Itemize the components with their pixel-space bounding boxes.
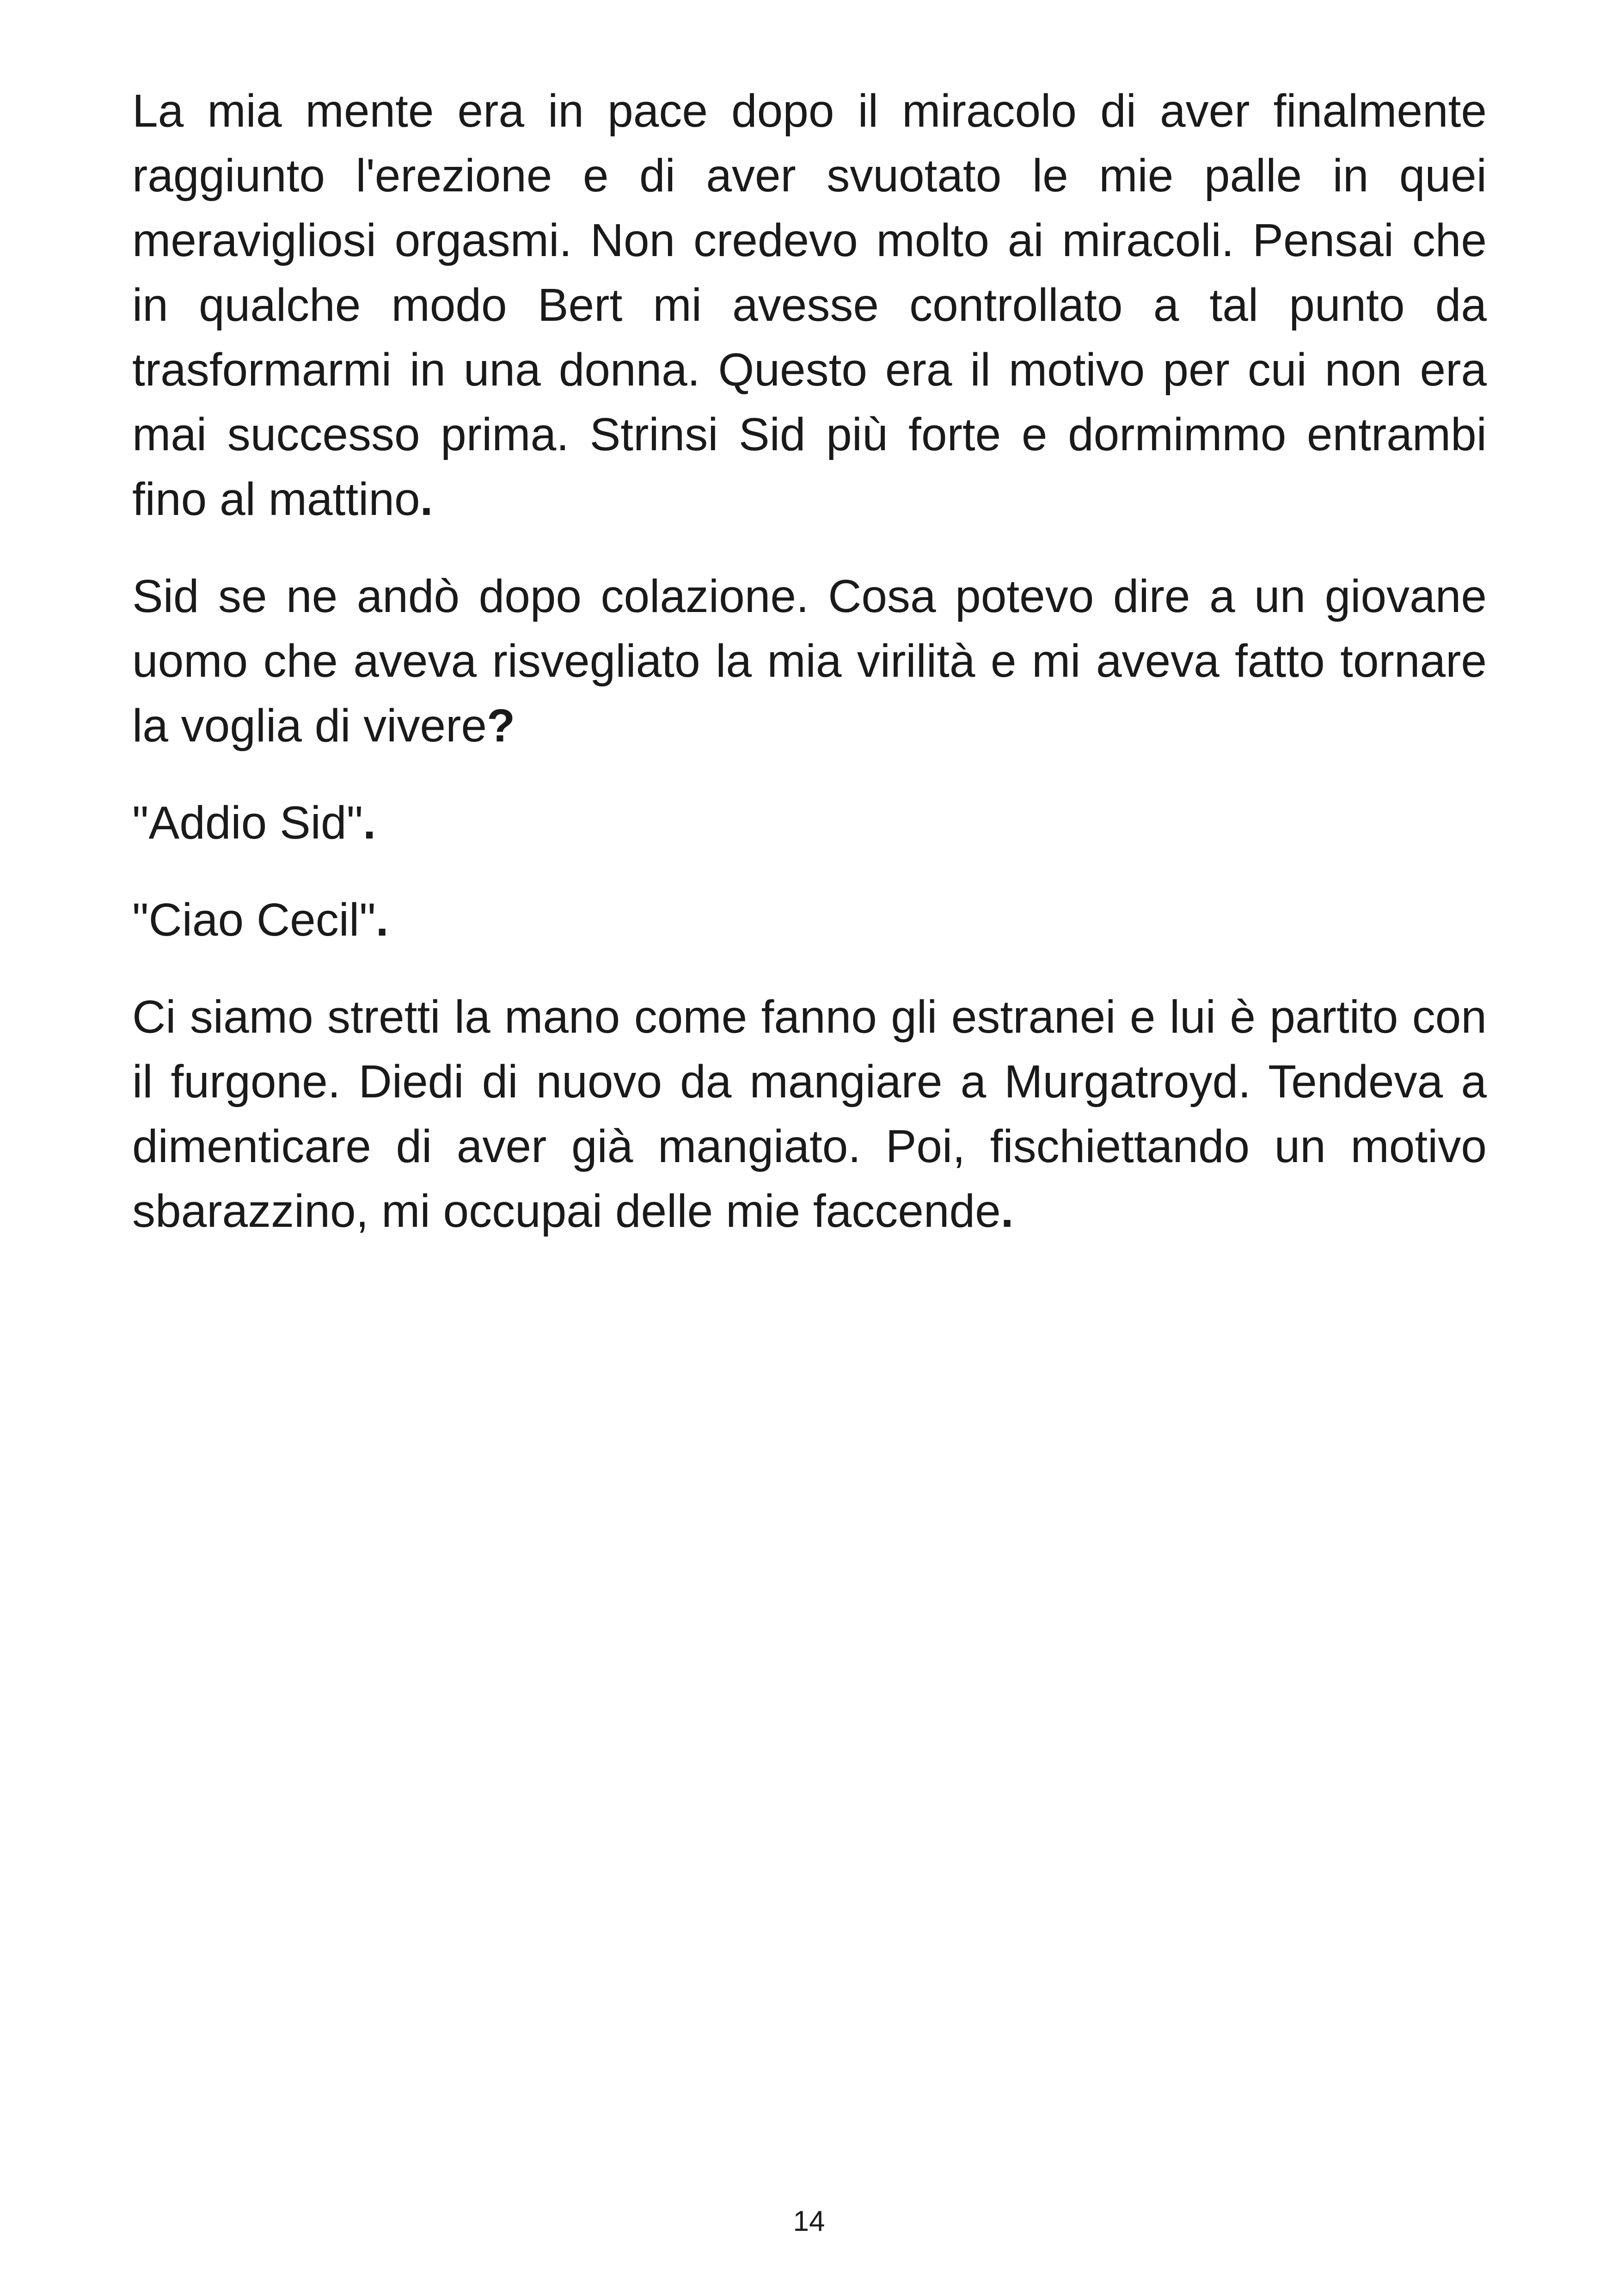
page-number: 14	[793, 2205, 825, 2237]
paragraph-2-end: ?	[487, 700, 515, 752]
paragraph-1-text: La mia mente era in pace dopo il miracolo di aver finalmente raggiunto l'erezione e di aver svuotato le mie palle in quei meravigliosi orgasmi. Non credevo molto ai miracoli. Pensai che in qualche modo Bert mi avesse controllato a tal punto da trasformarmi in una donna. Questo era il motivo per cui non era mai successo prima. Strinsi Sid più forte e dormimmo entrambi fino al mattino	[132, 85, 1487, 525]
paragraph-4	[132, 888, 1487, 952]
paragraph-5-text: Ci siamo stretti la mano come fanno gli estranei e lui è partito con il furgone. Diedi di nuovo da mangiare a Murgatroyd. Tendeva a dimenticare di aver già mangiato. Poi, fischiettando un motivo sbarazzino, mi occupai delle mie faccende	[132, 991, 1487, 1237]
paragraph-4-text: "Ciao Cecil"	[132, 894, 376, 946]
paragraph-1	[132, 79, 1487, 532]
paragraph-3-end: .	[363, 797, 376, 849]
body-text	[132, 79, 1487, 1276]
paragraph-3	[132, 790, 1487, 855]
paragraph-2-text: Sid se ne andò dopo colazione. Cosa potevo dire a un giovane uomo che aveva risvegliato la mia virilità e mi aveva fatto tornare la voglia di vivere	[132, 570, 1487, 752]
paragraph-5-end: .	[1000, 1185, 1014, 1237]
paragraph-4-end: .	[375, 894, 389, 946]
paragraph-5	[132, 985, 1487, 1243]
paragraph-1-end: .	[420, 473, 433, 525]
paragraph-3-text: "Addio Sid"	[132, 797, 363, 849]
paragraph-2	[132, 564, 1487, 758]
